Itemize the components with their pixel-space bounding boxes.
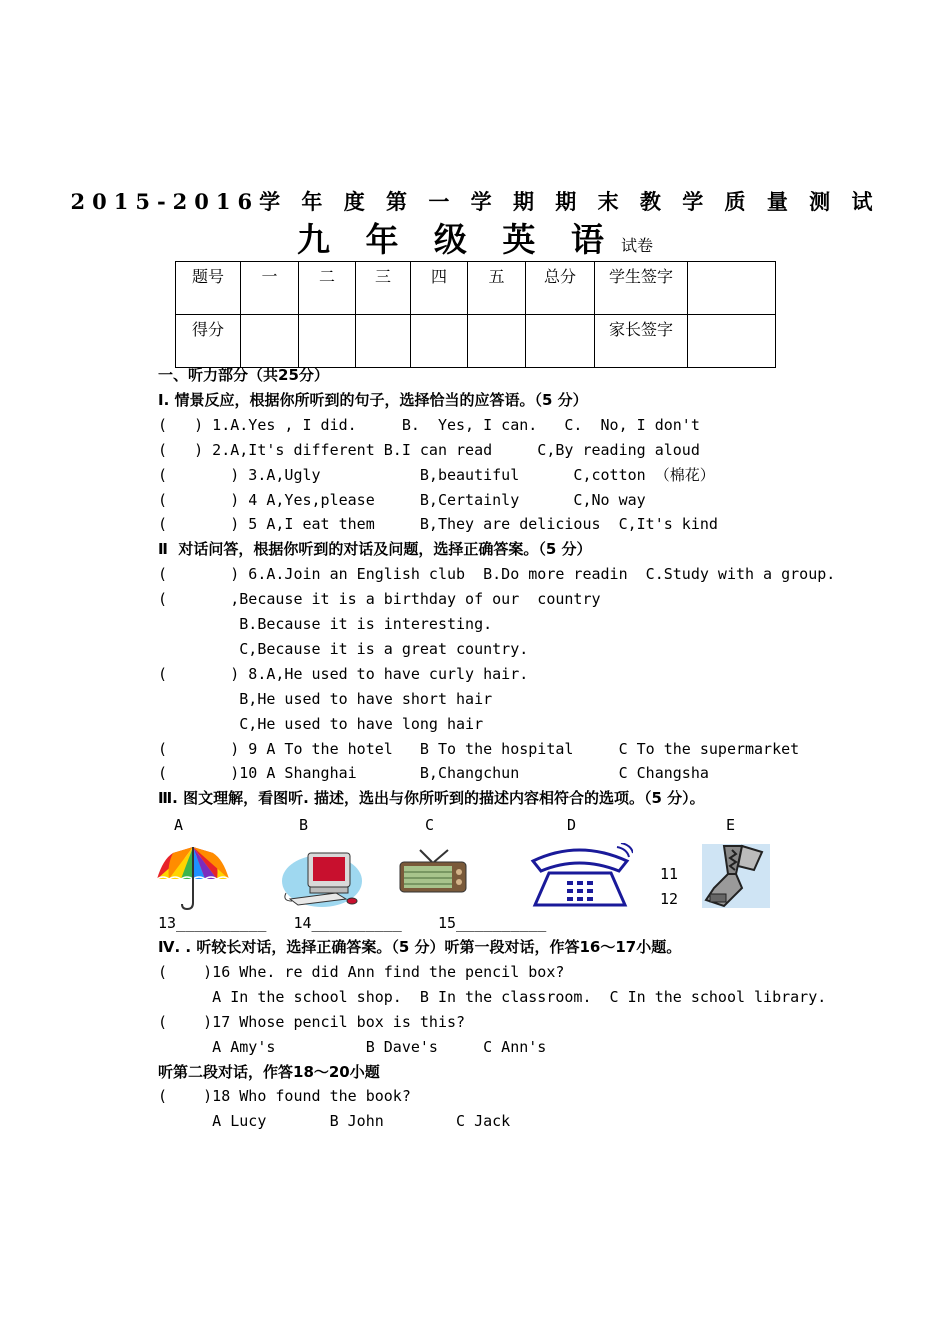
- section-heading: Ⅱ 对话问答，根据你听到的对话及问题，选择正确答案。（5 分）: [158, 540, 592, 559]
- section-heading: Ⅳ. . 听较长对话，选择正确答案。（5 分）听第一段对话，作答16～17小题。: [158, 938, 682, 956]
- section-heading: 听第二段对话，作答18～20小题: [158, 1062, 380, 1081]
- picture-label-b: B: [299, 816, 309, 834]
- table-cell: 得分: [176, 315, 241, 368]
- question-line: A Lucy B John C Jack: [158, 1112, 511, 1131]
- question-line: C,He used to have long hair: [158, 714, 484, 733]
- question-line: ( ) 3.A,Ugly B,beautiful C,cotton （棉花）: [158, 465, 715, 484]
- table-cell: 三: [356, 262, 411, 315]
- question-line: A In the school shop. B In the classroom. C In the school library.: [158, 987, 827, 1006]
- student-sign-label: 学生签字: [595, 262, 688, 315]
- question-line: ( ) 1.A.Yes , I did. B. Yes, I can. C. No, I don't: [158, 415, 700, 434]
- total-score-field[interactable]: [526, 315, 595, 368]
- question-line: ( )18 Who found the book?: [158, 1087, 411, 1106]
- table-cell: 题号: [176, 262, 241, 315]
- question-line: ( ) 6.A.Join an English club B.Do more readin C.Study with a group.: [158, 565, 836, 584]
- zipper-icon: [702, 844, 770, 908]
- computer-icon: [280, 843, 362, 909]
- section-heading: Ⅰ. 情景反应，根据你所听到的句子，选择恰当的应答语。（5 分）: [158, 390, 588, 409]
- score-table-row: [176, 315, 776, 368]
- section-heading: 一、听力部分（共25分）: [158, 366, 329, 384]
- question-line: ( ,Because it is a birthday of our country: [158, 590, 601, 609]
- question-line: ( )17 Whose pencil box is this?: [158, 1012, 466, 1031]
- table-cell: 二: [299, 262, 356, 315]
- score-field[interactable]: [356, 315, 411, 368]
- score-field[interactable]: [468, 315, 526, 368]
- question-line: B,He used to have short hair: [158, 689, 493, 708]
- umbrella-icon: [155, 843, 231, 911]
- question-line: B.Because it is interesting.: [158, 615, 493, 633]
- side-number-12: 12: [660, 890, 679, 908]
- picture-answer-blanks[interactable]: 13__________ 14__________ 15__________: [158, 914, 547, 932]
- table-cell: 总分: [526, 262, 595, 315]
- student-sign-field[interactable]: [688, 262, 776, 315]
- question-line: A Amy's B Dave's C Ann's: [158, 1037, 547, 1056]
- side-number-11: 11: [660, 865, 679, 883]
- table-cell: 五: [468, 262, 526, 315]
- picture-label-a: A: [174, 816, 184, 834]
- television-icon: [398, 848, 468, 896]
- picture-label-d: D: [567, 816, 577, 834]
- question-line: ( ) 8.A,He used to have curly hair.: [158, 664, 529, 683]
- picture-label-e: E: [726, 816, 736, 834]
- table-cell: 一: [241, 262, 299, 315]
- subject-suffix: 试卷: [621, 236, 654, 255]
- score-field[interactable]: [241, 315, 299, 368]
- score-field[interactable]: [411, 315, 468, 368]
- question-line: ( ) 4 A,Yes,please B,Certainly C,No way: [158, 490, 646, 509]
- parent-sign-field[interactable]: [688, 315, 776, 368]
- score-table: [175, 261, 776, 368]
- question-line: ( )16 Whe. re did Ann find the pencil box?: [158, 962, 565, 981]
- section-heading: Ⅲ. 图文理解，看图听. 描述，选出与你所听到的描述内容相符合的选项。（5 分）。: [158, 789, 705, 808]
- question-line: ( )10 A Shanghai B,Changchun C Changsha: [158, 764, 709, 783]
- telephone-icon: [527, 843, 633, 909]
- picture-label-c: C: [425, 816, 435, 834]
- exam-subject-title: [0, 214, 950, 261]
- score-table-row: [176, 262, 776, 315]
- question-line: C,Because it is a great country.: [158, 639, 529, 658]
- parent-sign-label: 家长签字: [595, 315, 688, 368]
- question-line: ( ) 5 A,I eat them B,They are delicious C,It's kind: [158, 515, 718, 534]
- table-cell: 四: [411, 262, 468, 315]
- subject-title: 九 年 级 英 语: [296, 220, 616, 259]
- question-line: ( ) 9 A To the hotel B To the hospital C To the supermarket: [158, 739, 800, 758]
- exam-heading: 2015-2016学 年 度 第 一 学 期 期 末 教 学 质 量 测 试: [70, 189, 880, 214]
- question-line: ( ) 2.A,It's different B.I can read C,By reading aloud: [158, 440, 700, 459]
- score-field[interactable]: [299, 315, 356, 368]
